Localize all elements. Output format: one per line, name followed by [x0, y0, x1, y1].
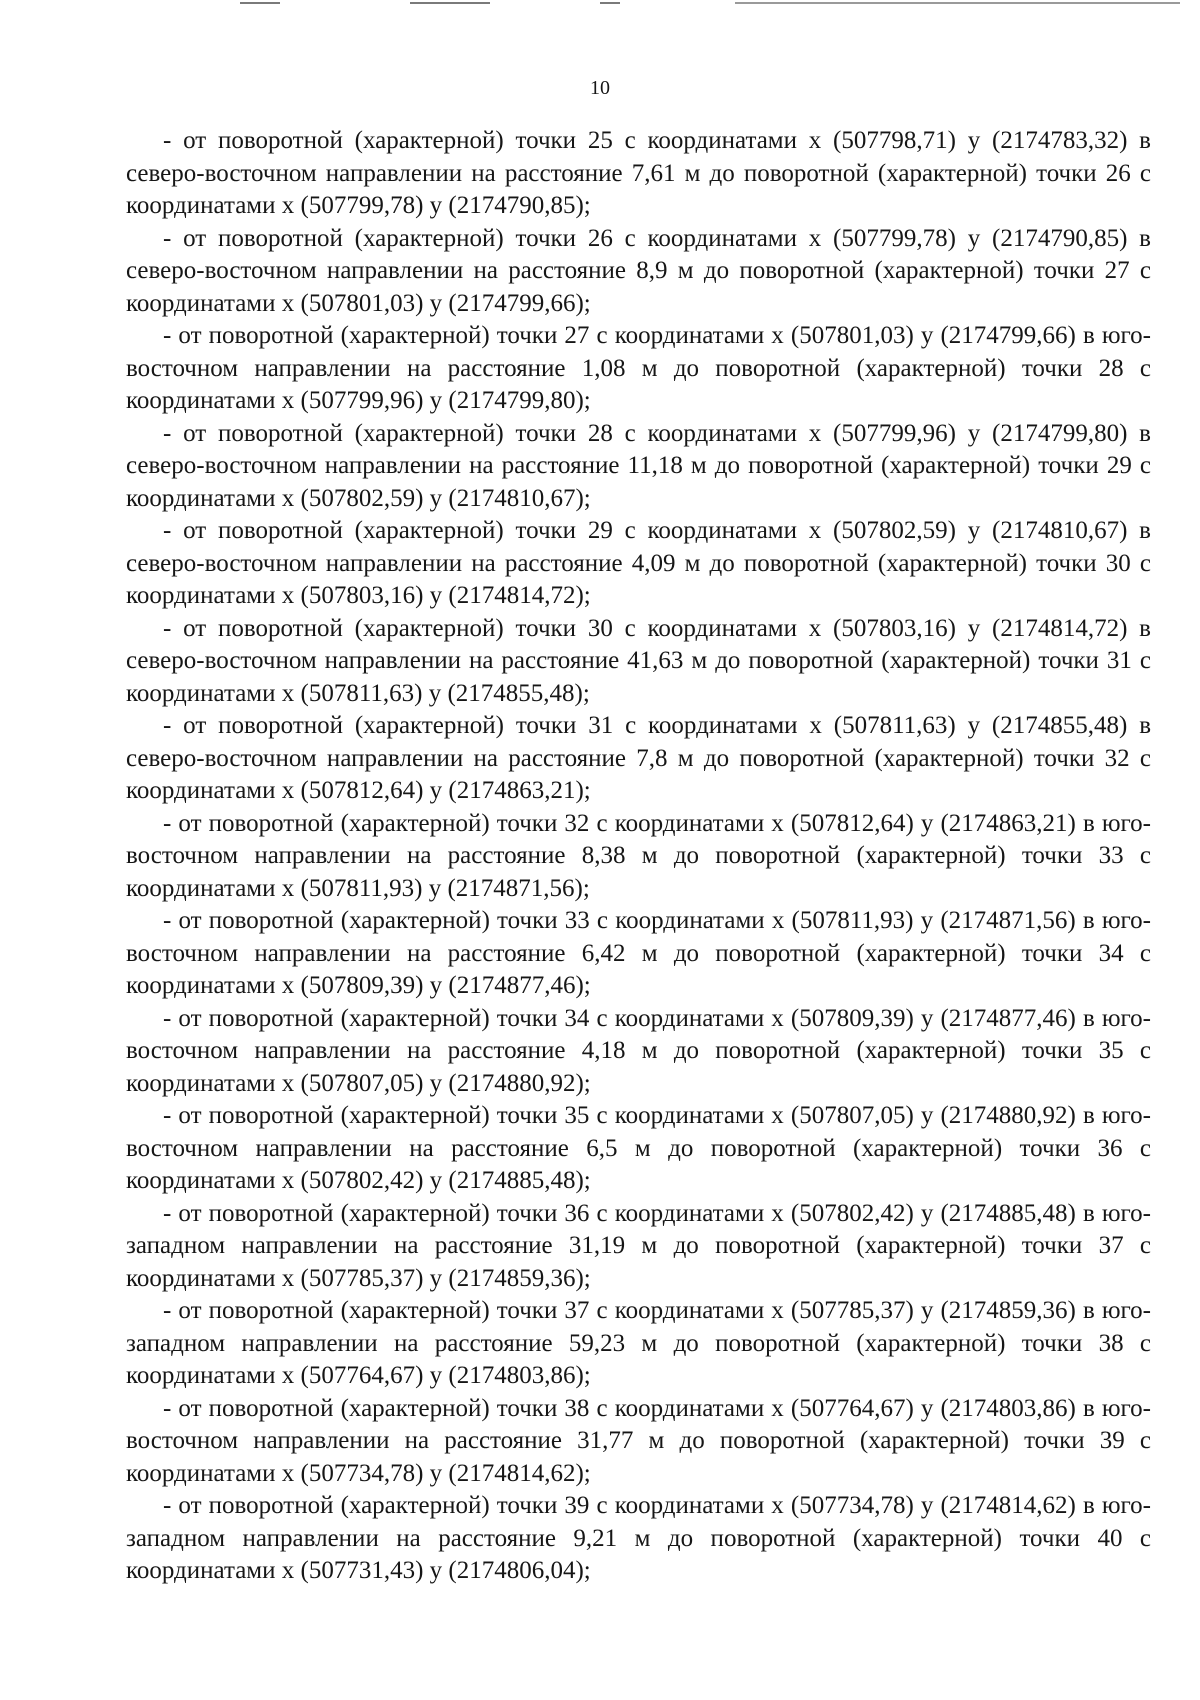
boundary-segment-paragraph: - от поворотной (характерной) точки 27 с координатами х (507801,03) у (2174799,66) в юго-восточном направлении на расстояние 1,08 м до поворотной (характерной) точки 28 с координатами х (507799,96) у (2174799,80);: [126, 322, 1151, 414]
boundary-segment-paragraph: - от поворотной (характерной) точки 25 с координатами х (507798,71) у (2174783,32) в северо-восточном направлении на расстояние 7,61 м до поворотной (характерной) точки 26 с координатами х (507799,78) у (2174790,85);: [126, 127, 1151, 219]
boundary-segment-paragraph: - от поворотной (характерной) точки 31 с координатами х (507811,63) у (2174855,48) в северо-восточном направлении на расстояние 7,8 м до поворотной (характерной) точки 32 с координатами х (507812,64) у (2174863,21);: [126, 712, 1151, 804]
boundary-segment-paragraph: - от поворотной (характерной) точки 30 с координатами х (507803,16) у (2174814,72) в северо-восточном направлении на расстояние 41,63 м до поворотной (характерной) точки 31 с координатами х (507811,63) у (2174855,48);: [126, 614, 1151, 707]
boundary-segment-paragraph: - от поворотной (характерной) точки 37 с координатами х (507785,37) у (2174859,36) в юго-западном направлении на расстояние 59,23 м до поворотной (характерной) точки 38 с координатами х (507764,67) у (2174803,86);: [126, 1297, 1151, 1389]
boundary-segment-paragraph: - от поворотной (характерной) точки 28 с координатами х (507799,96) у (2174799,80) в северо-восточном направлении на расстояние 11,18 м до поворотной (характерной) точки 29 с координатами х (507802,59) у (2174810,67);: [126, 419, 1151, 512]
boundary-segment-paragraph: - от поворотной (характерной) точки 33 с координатами х (507811,93) у (2174871,56) в юго-восточном направлении на расстояние 6,42 м до поворотной (характерной) точки 34 с координатами х (507809,39) у (2174877,46);: [126, 907, 1151, 999]
boundary-segment-paragraph: - от поворотной (характерной) точки 36 с координатами х (507802,42) у (2174885,48) в юго-западном направлении на расстояние 31,19 м до поворотной (характерной) точки 37 с координатами х (507785,37) у (2174859,36);: [126, 1199, 1151, 1292]
boundary-segment-paragraph: - от поворотной (характерной) точки 35 с координатами х (507807,05) у (2174880,92) в юго-восточном направлении на расстояние 6,5 м до поворотной (характерной) точки 36 с координатами х (507802,42) у (2174885,48);: [126, 1102, 1151, 1194]
boundary-segment-paragraph: - от поворотной (характерной) точки 26 с координатами х (507799,78) у (2174790,85) в северо-восточном направлении на расстояние 8,9 м до поворотной (характерной) точки 27 с координатами х (507801,03) у (2174799,66);: [126, 224, 1151, 317]
boundary-segment-paragraph: - от поворотной (характерной) точки 34 с координатами х (507809,39) у (2174877,46) в юго-восточном направлении на расстояние 4,18 м до поворотной (характерной) точки 35 с координатами х (507807,05) у (2174880,92);: [126, 1004, 1151, 1097]
boundary-segment-paragraph: - от поворотной (характерной) точки 32 с координатами х (507812,64) у (2174863,21) в юго-восточном направлении на расстояние 8,38 м до поворотной (характерной) точки 33 с координатами х (507811,93) у (2174871,56);: [126, 809, 1151, 902]
boundary-segment-paragraph: - от поворотной (характерной) точки 39 с координатами х (507734,78) у (2174814,62) в юго-западном направлении на расстояние 9,21 м до поворотной (характерной) точки 40 с координатами х (507731,43) у (2174806,04);: [126, 1492, 1151, 1584]
scan-edge-artifact: [0, 0, 1200, 8]
boundary-segment-paragraph: - от поворотной (характерной) точки 29 с координатами х (507802,59) у (2174810,67) в северо-восточном направлении на расстояние 4,09 м до поворотной (характерной) точки 30 с координатами х (507803,16) у (2174814,72);: [126, 517, 1151, 609]
boundary-segment-paragraph: - от поворотной (характерной) точки 38 с координатами х (507764,67) у (2174803,86) в юго-восточном направлении на расстояние 31,77 м до поворотной (характерной) точки 39 с координатами х (507734,78) у (2174814,62);: [126, 1394, 1151, 1487]
document-body: [126, 125, 1151, 1588]
page-number: 10: [590, 77, 610, 99]
